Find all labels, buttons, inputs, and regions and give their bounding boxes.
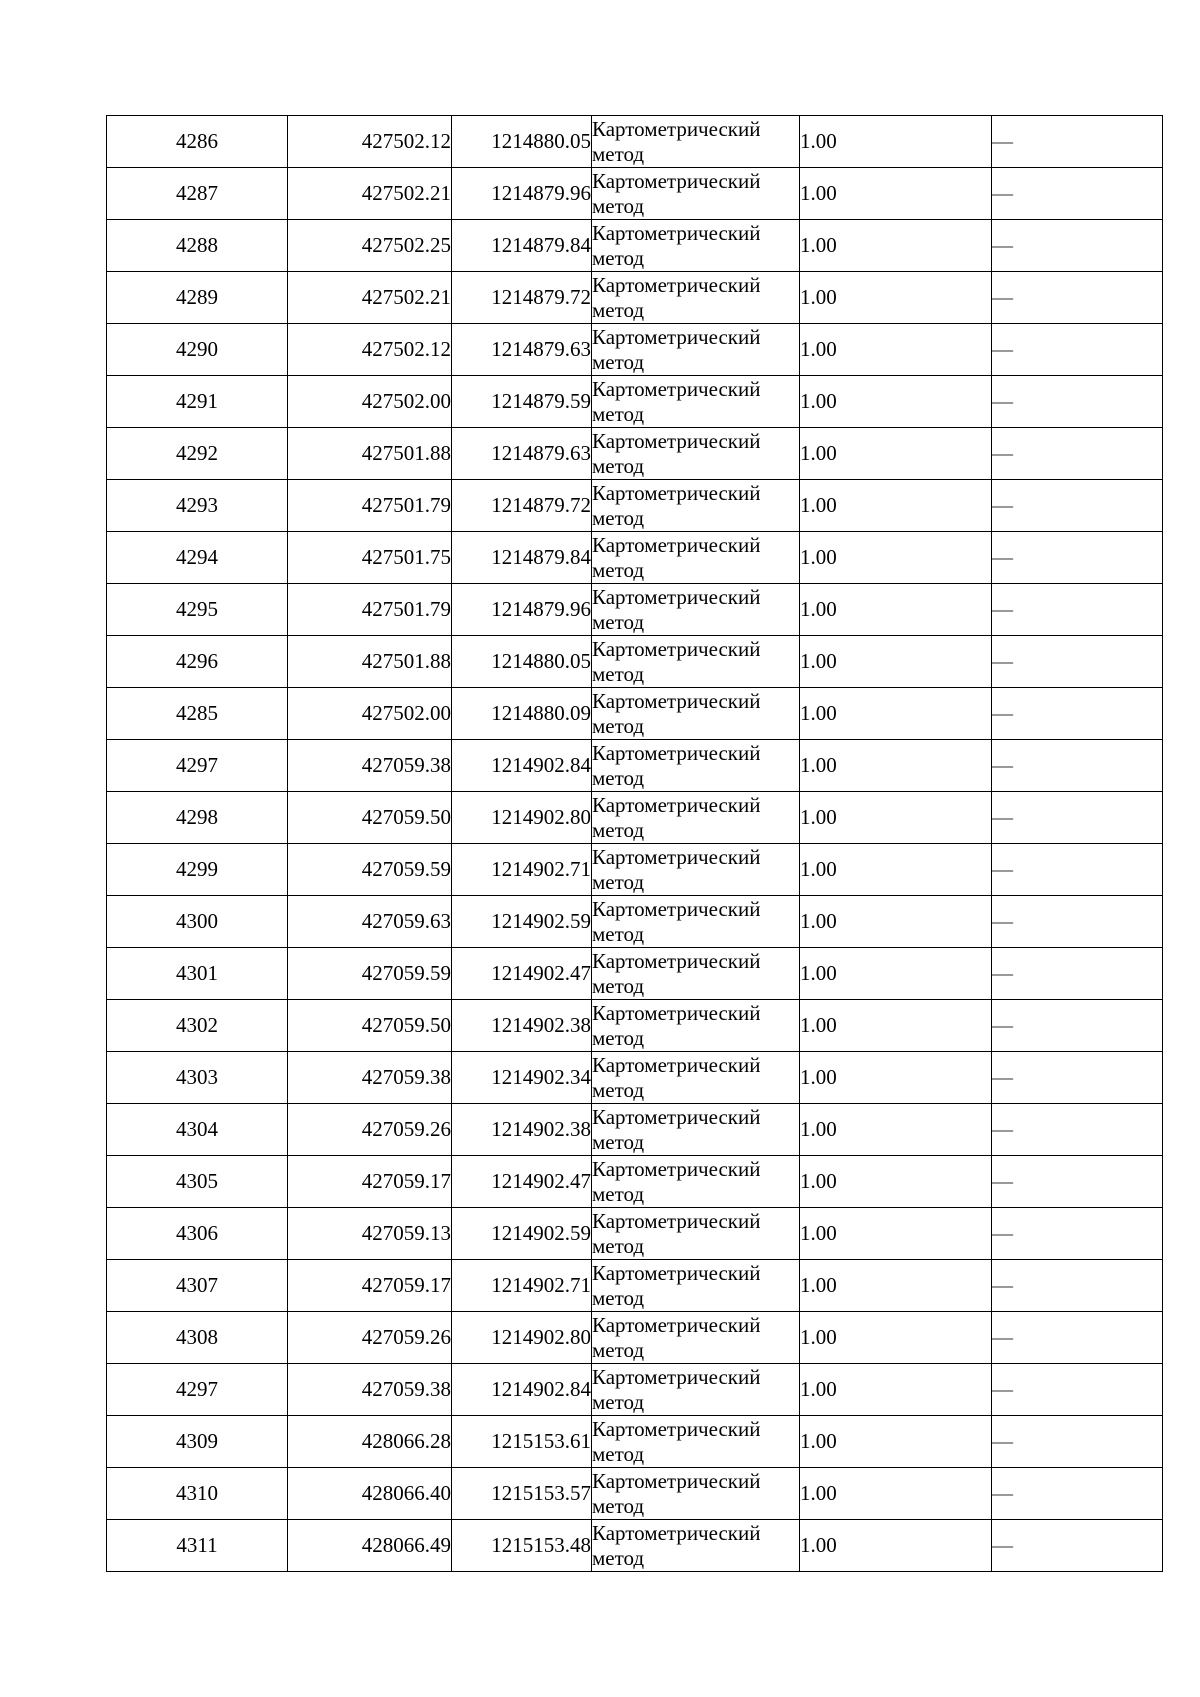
y-coordinate-cell: 1215153.61 [452,1416,592,1468]
x-coordinate-cell: 427502.21 [288,168,452,220]
description-cell: — [992,792,1163,844]
point-number-cell: 4297 [107,1364,288,1416]
description-cell: — [992,272,1163,324]
x-coordinate-cell: 427059.13 [288,1208,452,1260]
description-cell: — [992,116,1163,168]
description-cell: — [992,844,1163,896]
x-coordinate-cell: 427501.79 [288,584,452,636]
description-cell: — [992,1468,1163,1520]
y-coordinate-cell: 1214902.34 [452,1052,592,1104]
x-coordinate-cell: 428066.40 [288,1468,452,1520]
x-coordinate-cell: 427059.17 [288,1260,452,1312]
point-number-cell: 4301 [107,948,288,1000]
table-row [107,324,1163,376]
x-coordinate-cell: 427502.25 [288,220,452,272]
description-cell: — [992,740,1163,792]
description-cell: — [992,428,1163,480]
method-cell [592,1156,800,1208]
point-number-cell: 4307 [107,1260,288,1312]
method-text: Картометрический метод [592,896,761,946]
table-row [107,1520,1163,1572]
method-text: Картометрический метод [592,428,761,478]
y-coordinate-cell: 1214879.63 [452,428,592,480]
description-cell: — [992,220,1163,272]
method-text: Картометрический метод [592,740,761,790]
method-cell [592,584,800,636]
description-cell: — [992,1312,1163,1364]
description-cell: — [992,1052,1163,1104]
method-cell [592,740,800,792]
method-cell [592,948,800,1000]
point-number-cell: 4289 [107,272,288,324]
method-text: Картометрический метод [592,688,761,738]
table-row [107,1364,1163,1416]
table-row [107,688,1163,740]
accuracy-cell: 1.00 [800,896,992,948]
point-number-cell: 4306 [107,1208,288,1260]
method-text: Картометрический метод [592,272,761,322]
accuracy-cell: 1.00 [800,1416,992,1468]
method-text: Картометрический метод [592,168,761,218]
y-coordinate-cell: 1214902.80 [452,792,592,844]
description-cell: — [992,1000,1163,1052]
y-coordinate-cell: 1214879.84 [452,220,592,272]
point-number-cell: 4286 [107,116,288,168]
accuracy-cell: 1.00 [800,220,992,272]
accuracy-cell: 1.00 [800,1000,992,1052]
table-row [107,1156,1163,1208]
table-row [107,844,1163,896]
table-row [107,1260,1163,1312]
point-number-cell: 4285 [107,688,288,740]
table-row [107,948,1163,1000]
accuracy-cell: 1.00 [800,1052,992,1104]
point-number-cell: 4290 [107,324,288,376]
accuracy-cell: 1.00 [800,1364,992,1416]
description-cell: — [992,324,1163,376]
point-number-cell: 4291 [107,376,288,428]
table-row [107,116,1163,168]
point-number-cell: 4293 [107,480,288,532]
x-coordinate-cell: 427059.59 [288,948,452,1000]
method-cell [592,1364,800,1416]
method-text: Картометрический метод [592,532,761,582]
x-coordinate-cell: 427059.50 [288,792,452,844]
y-coordinate-cell: 1214879.59 [452,376,592,428]
y-coordinate-cell: 1214879.96 [452,584,592,636]
point-number-cell: 4302 [107,1000,288,1052]
table-row [107,376,1163,428]
accuracy-cell: 1.00 [800,324,992,376]
method-text: Картометрический метод [592,1000,761,1050]
y-coordinate-cell: 1214880.05 [452,636,592,688]
description-cell: — [992,1416,1163,1468]
x-coordinate-cell: 427059.26 [288,1104,452,1156]
accuracy-cell: 1.00 [800,584,992,636]
x-coordinate-cell: 427501.88 [288,636,452,688]
method-cell [592,324,800,376]
method-cell [592,1208,800,1260]
accuracy-cell: 1.00 [800,1520,992,1572]
x-coordinate-cell: 427059.26 [288,1312,452,1364]
y-coordinate-cell: 1214902.84 [452,1364,592,1416]
description-cell: — [992,168,1163,220]
x-coordinate-cell: 427501.88 [288,428,452,480]
x-coordinate-cell: 427501.79 [288,480,452,532]
description-cell: — [992,1364,1163,1416]
accuracy-cell: 1.00 [800,948,992,1000]
description-cell: — [992,896,1163,948]
table-row [107,740,1163,792]
table-row [107,272,1163,324]
y-coordinate-cell: 1214879.72 [452,272,592,324]
y-coordinate-cell: 1214902.71 [452,844,592,896]
point-number-cell: 4294 [107,532,288,584]
table-row [107,1104,1163,1156]
point-number-cell: 4309 [107,1416,288,1468]
method-text: Картометрический метод [592,1520,761,1570]
method-text: Картометрический метод [592,1364,761,1414]
y-coordinate-cell: 1214880.09 [452,688,592,740]
y-coordinate-cell: 1215153.57 [452,1468,592,1520]
x-coordinate-cell: 427059.63 [288,896,452,948]
y-coordinate-cell: 1214902.47 [452,948,592,1000]
table-row [107,1312,1163,1364]
accuracy-cell: 1.00 [800,740,992,792]
accuracy-cell: 1.00 [800,376,992,428]
x-coordinate-cell: 428066.28 [288,1416,452,1468]
description-cell: — [992,1156,1163,1208]
method-cell [592,1312,800,1364]
method-text: Картометрический метод [592,324,761,374]
x-coordinate-cell: 428066.49 [288,1520,452,1572]
accuracy-cell: 1.00 [800,792,992,844]
x-coordinate-cell: 427502.21 [288,272,452,324]
description-cell: — [992,688,1163,740]
accuracy-cell: 1.00 [800,272,992,324]
point-number-cell: 4308 [107,1312,288,1364]
method-cell [592,1104,800,1156]
method-text: Картометрический метод [592,1156,761,1206]
method-cell [592,116,800,168]
x-coordinate-cell: 427059.38 [288,1052,452,1104]
table-row [107,1052,1163,1104]
accuracy-cell: 1.00 [800,688,992,740]
method-cell [592,428,800,480]
point-number-cell: 4297 [107,740,288,792]
y-coordinate-cell: 1214880.05 [452,116,592,168]
x-coordinate-cell: 427501.75 [288,532,452,584]
y-coordinate-cell: 1214902.71 [452,1260,592,1312]
x-coordinate-cell: 427502.12 [288,116,452,168]
method-text: Картометрический метод [592,1052,761,1102]
description-cell: — [992,636,1163,688]
x-coordinate-cell: 427059.38 [288,740,452,792]
method-cell [592,1416,800,1468]
point-number-cell: 4296 [107,636,288,688]
method-cell [592,792,800,844]
x-coordinate-cell: 427502.12 [288,324,452,376]
point-number-cell: 4287 [107,168,288,220]
point-number-cell: 4304 [107,1104,288,1156]
y-coordinate-cell: 1214902.47 [452,1156,592,1208]
method-text: Картометрический метод [592,376,761,426]
point-number-cell: 4299 [107,844,288,896]
point-number-cell: 4300 [107,896,288,948]
x-coordinate-cell: 427059.50 [288,1000,452,1052]
table-row [107,636,1163,688]
x-coordinate-cell: 427059.17 [288,1156,452,1208]
accuracy-cell: 1.00 [800,1260,992,1312]
coordinates-table [106,115,1163,1572]
method-cell [592,896,800,948]
method-text: Картометрический метод [592,1312,761,1362]
accuracy-cell: 1.00 [800,1208,992,1260]
accuracy-cell: 1.00 [800,844,992,896]
table-row [107,1416,1163,1468]
accuracy-cell: 1.00 [800,428,992,480]
method-text: Картометрический метод [592,480,761,530]
description-cell: — [992,480,1163,532]
y-coordinate-cell: 1215153.48 [452,1520,592,1572]
table-row [107,1000,1163,1052]
accuracy-cell: 1.00 [800,168,992,220]
method-text: Картометрический метод [592,1416,761,1466]
y-coordinate-cell: 1214902.80 [452,1312,592,1364]
point-number-cell: 4305 [107,1156,288,1208]
x-coordinate-cell: 427059.59 [288,844,452,896]
table-row [107,792,1163,844]
accuracy-cell: 1.00 [800,1468,992,1520]
y-coordinate-cell: 1214879.63 [452,324,592,376]
x-coordinate-cell: 427059.38 [288,1364,452,1416]
accuracy-cell: 1.00 [800,532,992,584]
point-number-cell: 4298 [107,792,288,844]
description-cell: — [992,1104,1163,1156]
description-cell: — [992,948,1163,1000]
method-cell [592,480,800,532]
y-coordinate-cell: 1214902.84 [452,740,592,792]
method-text: Картометрический метод [592,220,761,270]
method-text: Картометрический метод [592,792,761,842]
y-coordinate-cell: 1214879.84 [452,532,592,584]
table-row [107,1208,1163,1260]
accuracy-cell: 1.00 [800,116,992,168]
method-text: Картометрический метод [592,844,761,894]
point-number-cell: 4295 [107,584,288,636]
table-row [107,584,1163,636]
method-cell [592,1000,800,1052]
point-number-cell: 4303 [107,1052,288,1104]
y-coordinate-cell: 1214902.38 [452,1000,592,1052]
method-cell [592,636,800,688]
method-text: Картометрический метод [592,116,761,166]
point-number-cell: 4310 [107,1468,288,1520]
method-cell [592,1052,800,1104]
method-cell [592,220,800,272]
x-coordinate-cell: 427502.00 [288,376,452,428]
table-row [107,1468,1163,1520]
description-cell: — [992,1208,1163,1260]
description-cell: — [992,376,1163,428]
method-text: Картометрический метод [592,636,761,686]
method-text: Картометрический метод [592,1260,761,1310]
table-row [107,532,1163,584]
y-coordinate-cell: 1214902.59 [452,1208,592,1260]
y-coordinate-cell: 1214879.72 [452,480,592,532]
method-cell [592,1520,800,1572]
description-cell: — [992,1520,1163,1572]
table-row [107,428,1163,480]
method-text: Картометрический метод [592,1208,761,1258]
accuracy-cell: 1.00 [800,1156,992,1208]
accuracy-cell: 1.00 [800,636,992,688]
description-cell: — [992,1260,1163,1312]
y-coordinate-cell: 1214902.59 [452,896,592,948]
accuracy-cell: 1.00 [800,1312,992,1364]
method-cell [592,844,800,896]
table-row [107,168,1163,220]
method-cell [592,688,800,740]
description-cell: — [992,584,1163,636]
accuracy-cell: 1.00 [800,480,992,532]
method-cell [592,532,800,584]
method-text: Картометрический метод [592,1468,761,1518]
description-cell: — [992,532,1163,584]
point-number-cell: 4288 [107,220,288,272]
method-text: Картометрический метод [592,948,761,998]
method-text: Картометрический метод [592,584,761,634]
coordinates-table-body [107,116,1163,1572]
point-number-cell: 4311 [107,1520,288,1572]
table-row [107,220,1163,272]
method-cell [592,1468,800,1520]
point-number-cell: 4292 [107,428,288,480]
y-coordinate-cell: 1214902.38 [452,1104,592,1156]
method-cell [592,272,800,324]
table-row [107,480,1163,532]
x-coordinate-cell: 427502.00 [288,688,452,740]
accuracy-cell: 1.00 [800,1104,992,1156]
table-row [107,896,1163,948]
method-text: Картометрический метод [592,1104,761,1154]
y-coordinate-cell: 1214879.96 [452,168,592,220]
method-cell [592,1260,800,1312]
method-cell [592,168,800,220]
method-cell [592,376,800,428]
